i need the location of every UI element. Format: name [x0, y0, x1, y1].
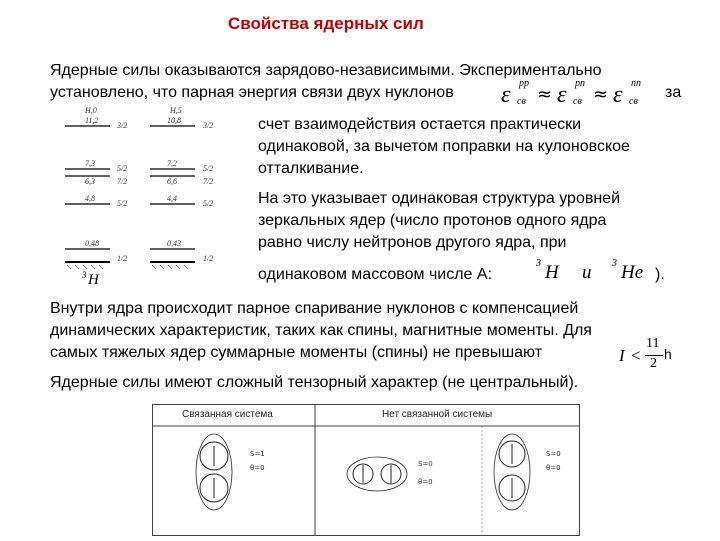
sub-sv-2: св — [573, 96, 582, 107]
fraction-numerator: 11 — [646, 336, 660, 351]
planck-h: h — [664, 346, 672, 362]
approx-2: ≈ — [593, 84, 609, 105]
nucleus-h: H — [545, 262, 559, 283]
para2-line1: счет взаимодействия остается практически — [258, 116, 582, 133]
col2b-label-s: S=0 — [546, 450, 561, 458]
col2-header: H,5 — [170, 106, 182, 115]
para1-line2-end: за — [665, 84, 682, 101]
para3-line3: равно числу нейтронов другого ядра, при — [258, 234, 567, 251]
less-than: < — [631, 346, 641, 365]
diagram-nucleus-h: H — [88, 272, 99, 288]
para2-line3: отталкивание. — [258, 160, 364, 177]
col1-label-theta: θ=0 — [250, 464, 265, 472]
para5-line3: самых тяжелых ядер суммарные моменты (спины) не превышают — [50, 344, 543, 361]
spin-limit-formula — [615, 336, 695, 376]
page-title: Свойства ядерных сил — [228, 14, 424, 33]
col2-level-1: 7,2 — [167, 159, 177, 168]
binding-energy-formula — [497, 76, 667, 110]
nucleus-he: He — [621, 262, 644, 283]
spin-b-0: 3/2 — [203, 121, 214, 130]
para5-line1: Внутри ядра происходит парное спаривание нуклонов с компенсацией — [50, 300, 579, 317]
col1-level-0: 11,2 — [85, 116, 99, 125]
fraction-denominator: 2 — [650, 356, 657, 371]
para2-line2: одинаковой, за вычетом поправки на кулоновское — [258, 138, 630, 155]
sub-sv-1: св — [517, 96, 526, 107]
mirror-nuclei-level-diagram — [55, 104, 255, 294]
spin-a-3: 5/2 — [117, 199, 128, 208]
spin-pairing-table — [152, 404, 580, 536]
para1-line2: установлено, что парная энергия связи двух нуклонов — [50, 84, 454, 101]
table-header-unbound: Нет связанной системы — [382, 409, 493, 420]
diagram-mass-number: 3 — [82, 270, 87, 280]
conjunction: и — [582, 262, 592, 283]
epsilon-pp: ε — [501, 82, 511, 108]
col1-level-2: 6,3 — [85, 177, 95, 186]
para5-line2: динамических характеристик, таких как спины, магнитные моменты. Для — [50, 322, 592, 339]
col2a-label-s: S=0 — [418, 460, 433, 468]
table-header-bound: Связанная система — [182, 409, 273, 420]
epsilon-nn: ε — [613, 82, 623, 108]
col2a-label-theta: θ=0 — [418, 478, 433, 486]
approx-1: ≈ — [537, 84, 553, 105]
mass-number-1: 3 — [536, 258, 541, 269]
sup-pp: pp — [519, 78, 529, 89]
col1-label-s: S=1 — [250, 450, 265, 458]
para1-line1: Ядерные силы оказываются зарядово-независимыми. Экспериментально — [50, 62, 602, 79]
spin-b-1: 5/2 — [203, 164, 214, 173]
spin-a-2: 7/2 — [117, 177, 128, 186]
sup-pn: pn — [575, 78, 585, 89]
mass-number-2: 3 — [612, 258, 617, 269]
epsilon-pn: ε — [557, 82, 567, 108]
para6: Ядерные силы имеют сложный тензорный характер (не центральный). — [50, 374, 579, 391]
col1-level-3: 4,8 — [85, 194, 95, 203]
col1-header: H,0 — [85, 106, 97, 115]
sub-sv-3: св — [629, 96, 638, 107]
col1-level-4: 0,48 — [85, 239, 99, 248]
spin-b-4: 1/2 — [203, 254, 214, 263]
para3-line1: На это указывает одинаковая структура уровней — [258, 190, 621, 207]
spin-symbol: I — [619, 346, 625, 365]
col2-level-4: 0,43 — [167, 239, 181, 248]
sup-nn: nn — [631, 78, 641, 89]
spin-b-3: 5/2 — [203, 199, 214, 208]
col1-level-1: 7,3 — [85, 159, 95, 168]
col2-level-0: 10,8 — [167, 116, 181, 125]
spin-a-0: 3/2 — [117, 121, 128, 130]
spin-a-4: 1/2 — [117, 254, 128, 263]
col2-level-2: 6,6 — [167, 177, 177, 186]
spin-a-1: 5/2 — [117, 164, 128, 173]
para4-text: одинаковом массовом числе А: — [258, 266, 493, 283]
col2-level-3: 4,4 — [167, 194, 177, 203]
para3-line2: зеркальных ядер (число протонов одного ядра — [258, 212, 607, 229]
col2b-label-theta: θ=0 — [546, 464, 561, 472]
table-svg — [152, 404, 580, 536]
spin-b-2: 7/2 — [203, 177, 214, 186]
para4-end: ). — [655, 266, 665, 283]
